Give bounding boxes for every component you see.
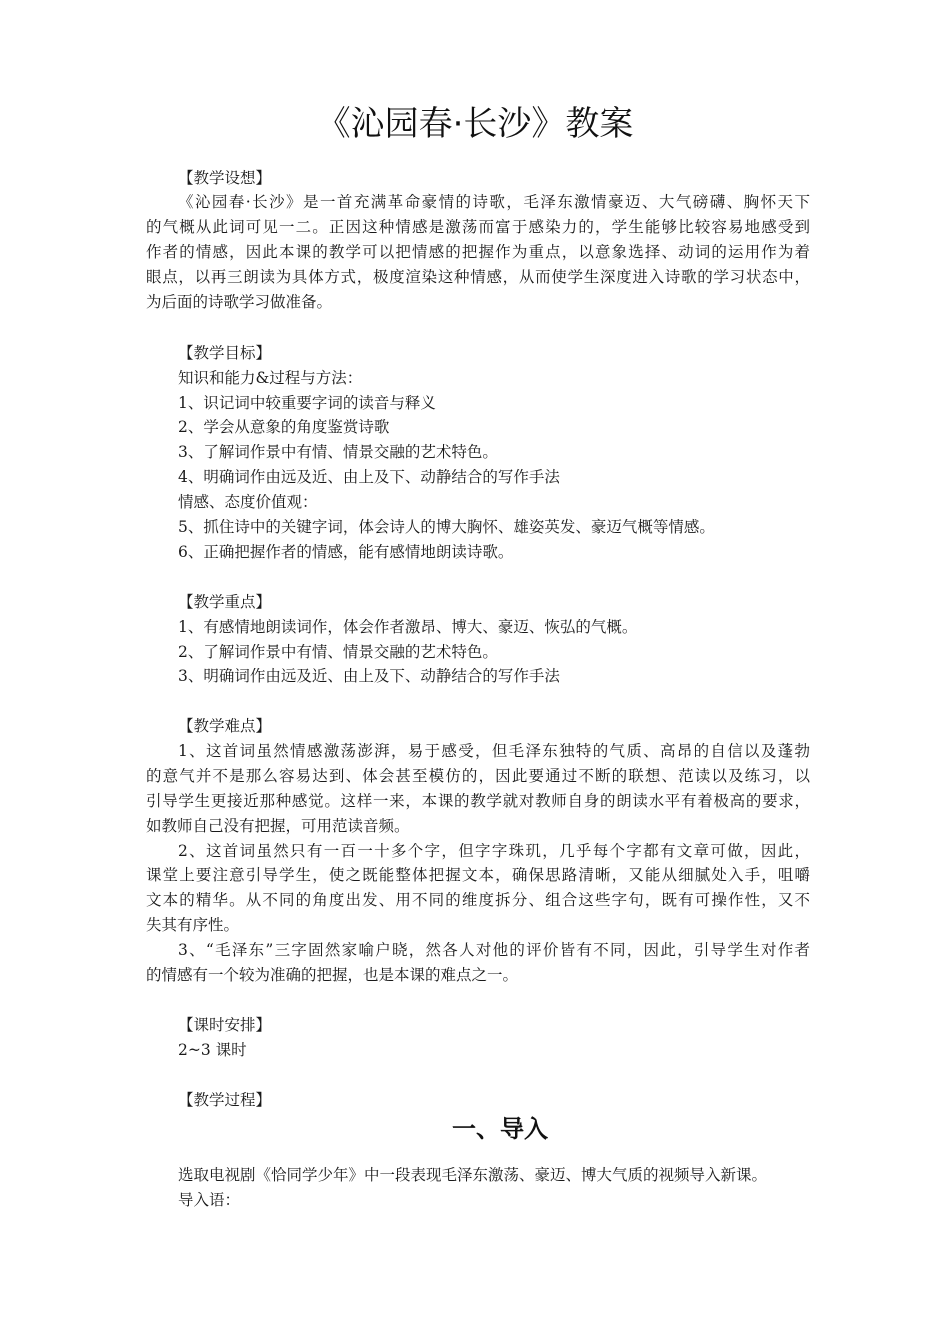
paragraph-line: 眼点，以再三朗读为具体方式，极度渲染这种情感，从而使学生深度进入诗歌的学习状态中， (146, 268, 810, 286)
section-heading-process: 【教学过程】 (178, 1091, 272, 1109)
paragraph-line: 1、这首词虽然情感激荡澎湃，易于感受，但毛泽东独特的气质、高昂的自信以及蓬勃 (178, 742, 810, 760)
paragraph-line: 2、这首词虽然只有一百一十多个字，但字字珠玑，几乎每个字都有文章可做，因此， (178, 842, 810, 860)
section-heading-schedule: 【课时安排】 (178, 1016, 272, 1034)
paragraph-line: 引导学生更接近那种感觉。这样一来，本课的教学就对教师自身的朗读水平有着极高的要求， (146, 792, 810, 810)
section-heading-design: 【教学设想】 (178, 169, 272, 187)
paragraph-line: 文本的精华。从不同的角度出发、用不同的维度拆分、组合这些字句，既有可操作性，又不 (146, 891, 810, 909)
paragraph-line: 失其有序性。 (146, 916, 240, 934)
document-title: 《沁园春·长沙》教案 (316, 104, 634, 144)
paragraph-line: 的气概从此词可见一二。正因这种情感是激荡而富于感染力的，学生能够比较容易地感受到 (146, 218, 810, 236)
paragraph-line: 导入语： (178, 1191, 241, 1209)
schedule-value: 2~3 课时 (178, 1041, 247, 1059)
list-item: 情感、态度价值观： (178, 493, 318, 511)
list-item: 3、明确词作由远及近、由上及下、动静结合的写作手法 (178, 667, 560, 685)
section-heading-difficulties: 【教学难点】 (178, 717, 272, 735)
paragraph-line: 《沁园春·长沙》是一首充满革命豪情的诗歌，毛泽东激情豪迈、大气磅礴、胸怀天下 (178, 193, 810, 211)
list-item: 4、明确词作由远及近、由上及下、动静结合的写作手法 (178, 468, 560, 486)
list-item: 1、有感情地朗读词作，体会作者激昂、博大、豪迈、恢弘的气概。 (178, 618, 638, 636)
list-item: 知识和能力&过程与方法： (178, 369, 363, 387)
paragraph-line: 选取电视剧《恰同学少年》中一段表现毛泽东激荡、豪迈、博大气质的视频导入新课。 (178, 1166, 768, 1184)
list-item: 5、抓住诗中的关键字词，体会诗人的博大胸怀、雄姿英发、豪迈气概等情感。 (178, 518, 715, 536)
list-item: 3、了解词作景中有情、情景交融的艺术特色。 (178, 443, 498, 461)
paragraph-line: 为后面的诗歌学习做准备。 (146, 293, 333, 311)
list-item: 2、了解词作景中有情、情景交融的艺术特色。 (178, 643, 498, 661)
paragraph-line: 的意气并不是那么容易达到、体会甚至模仿的，因此要通过不断的联想、范读以及练习，以 (146, 767, 810, 785)
list-item: 2、学会从意象的角度鉴赏诗歌 (178, 418, 390, 436)
paragraph-line: 3、“毛泽东”三字固然家喻户晓，然各人对他的评价皆有不同，因此，引导学生对作者 (178, 941, 810, 959)
list-item: 1、识记词中较重要字词的读音与释义 (178, 394, 436, 412)
section-heading-keypoints: 【教学重点】 (178, 593, 272, 611)
paragraph-line: 课堂上要注意引导学生，使之既能整体把握文本，确保思路清晰，又能从细腻处入手，咀嚼 (146, 866, 810, 884)
paragraph-line: 如教师自己没有把握，可用范读音频。 (146, 817, 410, 835)
section-heading-goals: 【教学目标】 (178, 344, 272, 362)
section-title-intro: 一、导入 (452, 1115, 548, 1143)
paragraph-line: 的情感有一个较为准确的把握，也是本课的难点之一。 (146, 966, 519, 984)
paragraph-line: 作者的情感，因此本课的教学可以把情感的把握作为重点，以意象选择、动词的运用作为着 (146, 243, 810, 261)
list-item: 6、正确把握作者的情感，能有感情地朗读诗歌。 (178, 543, 514, 561)
